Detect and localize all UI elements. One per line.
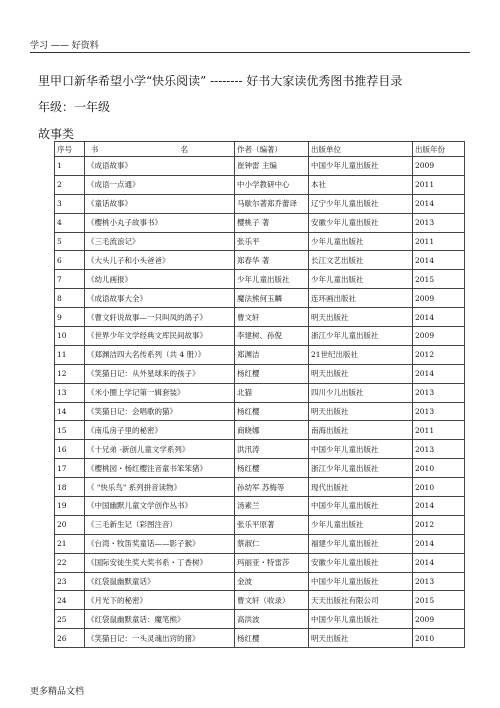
cell-number: 25 — [55, 610, 85, 629]
cell-year: 2009 — [413, 289, 465, 308]
cell-title: 《红袋鼠幽默童话：魔笔熊》 — [85, 610, 235, 629]
cell-author: 郑春华 著 — [235, 251, 309, 270]
column-header-title: 书 名 — [85, 142, 235, 157]
grade-label: 年级：一年级 — [38, 100, 111, 114]
category-label: 故事类 — [38, 127, 75, 141]
cell-title: 《世界少年文学经典文库民间故事》 — [85, 327, 235, 346]
cell-publisher: 少年儿童出版社 — [309, 515, 413, 534]
table-row — [55, 421, 465, 440]
cell-title: 《童话故事》 — [85, 194, 235, 213]
cell-year: 2014 — [413, 251, 465, 270]
column-header-year: 出版年份 — [413, 142, 465, 157]
cell-author: 孙幼军 苏梅等 — [235, 478, 309, 497]
table-row — [55, 459, 465, 478]
cell-author: 汤素兰 — [235, 497, 309, 516]
page-header-text: 学习 —— 好资料 — [30, 41, 99, 51]
cell-number: 16 — [55, 440, 85, 459]
cell-year: 2013 — [413, 572, 465, 591]
document-title: 里甲口新华希望小学“快乐阅读” -------- 好书大家读优秀图书推荐目录 — [38, 74, 403, 88]
cell-title: 《樱桃园・杨红樱注音童书笨笨猪》 — [85, 459, 235, 478]
cell-publisher: 安徽少年儿童出版社 — [309, 553, 413, 572]
cell-publisher: 中国少年儿童出版社 — [309, 440, 413, 459]
cell-year: 2009 — [413, 157, 465, 176]
cell-year: 2009 — [413, 327, 465, 346]
cell-publisher: 明天出版社 — [309, 364, 413, 383]
cell-number: 10 — [55, 327, 85, 346]
cell-number: 7 — [55, 270, 85, 289]
cell-title: 《三毛新生记（彩图注音） — [85, 515, 235, 534]
cell-author: 李建树、孙倪 — [235, 327, 309, 346]
cell-year: 2009 — [413, 610, 465, 629]
cell-year: 2010 — [413, 629, 465, 648]
cell-publisher: 天天出版社有限公司 — [309, 591, 413, 610]
table-row — [55, 610, 465, 629]
cell-title: 《笑猫日记：会唱歌的猫》 — [85, 402, 235, 421]
cell-year: 2014 — [413, 364, 465, 383]
cell-number: 5 — [55, 232, 85, 251]
cell-year: 2015 — [413, 591, 465, 610]
cell-publisher: 明天出版社 — [309, 629, 413, 648]
table-row — [55, 629, 465, 648]
cell-year: 2013 — [413, 402, 465, 421]
cell-author: 郑渊洁 — [235, 345, 309, 364]
table-row — [55, 383, 465, 402]
cell-publisher: 中国少年儿童出版社 — [309, 610, 413, 629]
cell-publisher: 辽宁少年儿童出版社 — [309, 194, 413, 213]
cell-publisher: 浙江少年儿童出版社 — [309, 327, 413, 346]
table-header-row — [55, 142, 465, 157]
cell-publisher: 四川少儿出版社 — [309, 383, 413, 402]
cell-title: 《十兄弟 -新创儿童文学系列》 — [85, 440, 235, 459]
cell-number: 22 — [55, 553, 85, 572]
cell-title: 《笑猫日记：从外星球来的孩子》 — [85, 364, 235, 383]
table-row — [55, 251, 465, 270]
cell-publisher: 福建少年儿童出版社 — [309, 534, 413, 553]
cell-title: 《中国幽默儿童文学创作丛书》 — [85, 497, 235, 516]
table-row — [55, 515, 465, 534]
cell-title: 《成语故事大全》 — [85, 289, 235, 308]
cell-publisher: 少年儿童出版社 — [309, 270, 413, 289]
cell-publisher: 明天出版社 — [309, 402, 413, 421]
cell-publisher: 中国少年儿童出版社 — [309, 497, 413, 516]
table-row — [55, 213, 465, 232]
table-row — [55, 289, 465, 308]
table-row — [55, 591, 465, 610]
cell-year: 2012 — [413, 515, 465, 534]
cell-year: 2014 — [413, 497, 465, 516]
table-row — [55, 270, 465, 289]
cell-author: 曹文轩 — [235, 308, 309, 327]
cell-number: 2 — [55, 175, 85, 194]
cell-author: 杨红樱 — [235, 459, 309, 478]
cell-author: 曹文轩（收录） — [235, 591, 309, 610]
cell-year: 2013 — [413, 383, 465, 402]
cell-title: 《南瓜房子里的秘密》 — [85, 421, 235, 440]
cell-number: 8 — [55, 289, 85, 308]
cell-title: 《樱桃小丸子故事书》 — [85, 213, 235, 232]
cell-year: 2013 — [413, 213, 465, 232]
cell-title: 《成语故事》 — [85, 157, 235, 176]
table-row — [55, 402, 465, 421]
cell-title: 《曹文轩说故事—一只叫凤的鸽子》 — [85, 308, 235, 327]
cell-title: 《月光下的秘密》 — [85, 591, 235, 610]
cell-title: 《国际安徒生奖大奖书系・丁香树》 — [85, 553, 235, 572]
cell-year: 2013 — [413, 440, 465, 459]
cell-number: 12 — [55, 364, 85, 383]
cell-number: 18 — [55, 478, 85, 497]
cell-year: 2010 — [413, 459, 465, 478]
cell-year: 2012 — [413, 345, 465, 364]
cell-author: 杨红樱 — [235, 364, 309, 383]
cell-title: 《红袋鼠幽默童话》 — [85, 572, 235, 591]
cell-number: 9 — [55, 308, 85, 327]
cell-publisher: 安徽少年儿童出版社 — [309, 213, 413, 232]
table-row — [55, 534, 465, 553]
cell-number: 21 — [55, 534, 85, 553]
cell-publisher: 长江文艺出版社 — [309, 251, 413, 270]
cell-publisher: 中国少年儿童出版社 — [309, 157, 413, 176]
cell-number: 3 — [55, 194, 85, 213]
cell-author: 蔡淑仁 — [235, 534, 309, 553]
cell-author: 高洪波 — [235, 610, 309, 629]
cell-publisher: 浙江少年儿童出版社 — [309, 459, 413, 478]
cell-publisher: 本社 — [309, 175, 413, 194]
column-header-publisher: 出版单位 — [309, 142, 413, 157]
table-row — [55, 497, 465, 516]
cell-publisher: 现代出版社 — [309, 478, 413, 497]
cell-author: 张乐平原著 — [235, 515, 309, 534]
cell-year: 2011 — [413, 421, 465, 440]
cell-author: 崔钟雷 主编 — [235, 157, 309, 176]
table-row — [55, 364, 465, 383]
cell-publisher: 中国少年儿童出版社 — [309, 572, 413, 591]
cell-author: 魔法熊何玉麟 — [235, 289, 309, 308]
table-row — [55, 440, 465, 459]
cell-title: 《台湾・牧笛奖童话——影子猴》 — [85, 534, 235, 553]
cell-author: 杨红樱 — [235, 402, 309, 421]
cell-author: 中小学教研中心 — [235, 175, 309, 194]
header-divider — [30, 52, 470, 53]
cell-number: 1 — [55, 157, 85, 176]
cell-number: 19 — [55, 497, 85, 516]
table-row — [55, 478, 465, 497]
cell-publisher: 连环画出版社 — [309, 289, 413, 308]
table-row — [55, 345, 465, 364]
cell-title: 《 "快乐鸟" 系列拼音读物》 — [85, 478, 235, 497]
cell-publisher: 明天出版社 — [309, 308, 413, 327]
page-footer-text: 更多精品文档 — [30, 687, 85, 697]
cell-number: 6 — [55, 251, 85, 270]
cell-author: 玛丽亚・特雷莎 — [235, 553, 309, 572]
cell-author: 少年儿童出版社 — [235, 270, 309, 289]
table-row — [55, 308, 465, 327]
cell-number: 4 — [55, 213, 85, 232]
cell-year: 2011 — [413, 232, 465, 251]
cell-year: 2014 — [413, 534, 465, 553]
cell-author: 樱桃子 著 — [235, 213, 309, 232]
cell-title: 《大头儿子和小头爸爸》 — [85, 251, 235, 270]
cell-title: 《米小圈上学记第一辑套装》 — [85, 383, 235, 402]
cell-author: 马歇尔著郑乔蕾译 — [235, 194, 309, 213]
cell-author: 北猫 — [235, 383, 309, 402]
table-row — [55, 194, 465, 213]
cell-year: 2011 — [413, 175, 465, 194]
cell-publisher: 21世纪出版社 — [309, 345, 413, 364]
cell-number: 23 — [55, 572, 85, 591]
cell-publisher: 少年儿童出版社 — [309, 232, 413, 251]
cell-number: 11 — [55, 345, 85, 364]
cell-year: 2015 — [413, 270, 465, 289]
cell-number: 20 — [55, 515, 85, 534]
cell-author: 金波 — [235, 572, 309, 591]
book-list-table — [54, 141, 465, 648]
table-row — [55, 157, 465, 176]
cell-year: 2010 — [413, 478, 465, 497]
cell-year: 2014 — [413, 553, 465, 572]
cell-year: 2014 — [413, 308, 465, 327]
table-row — [55, 175, 465, 194]
column-header-number: 序号 — [55, 142, 85, 157]
table-body — [55, 157, 465, 648]
cell-title: 《成语一点通》 — [85, 175, 235, 194]
cell-number: 17 — [55, 459, 85, 478]
cell-number: 14 — [55, 402, 85, 421]
cell-number: 13 — [55, 383, 85, 402]
table-row — [55, 553, 465, 572]
cell-title: 《三毛流浪记》 — [85, 232, 235, 251]
cell-title: 《幼儿画报》 — [85, 270, 235, 289]
cell-author: 洪汛涛 — [235, 440, 309, 459]
cell-publisher: 南海出版社 — [309, 421, 413, 440]
cell-number: 26 — [55, 629, 85, 648]
table-row — [55, 232, 465, 251]
cell-title: 《笑猫日记：一头灵魂出窍的猪》 — [85, 629, 235, 648]
table-row — [55, 327, 465, 346]
cell-author: 杨红樱 — [235, 629, 309, 648]
cell-number: 24 — [55, 591, 85, 610]
cell-title: 《郑渊洁四大名传系列（共 4 册）》 — [85, 345, 235, 364]
cell-number: 15 — [55, 421, 85, 440]
cell-author: 商晓娜 — [235, 421, 309, 440]
cell-year: 2014 — [413, 194, 465, 213]
column-header-author: 作者（编著） — [235, 142, 309, 157]
table-row — [55, 572, 465, 591]
cell-author: 张乐平 — [235, 232, 309, 251]
